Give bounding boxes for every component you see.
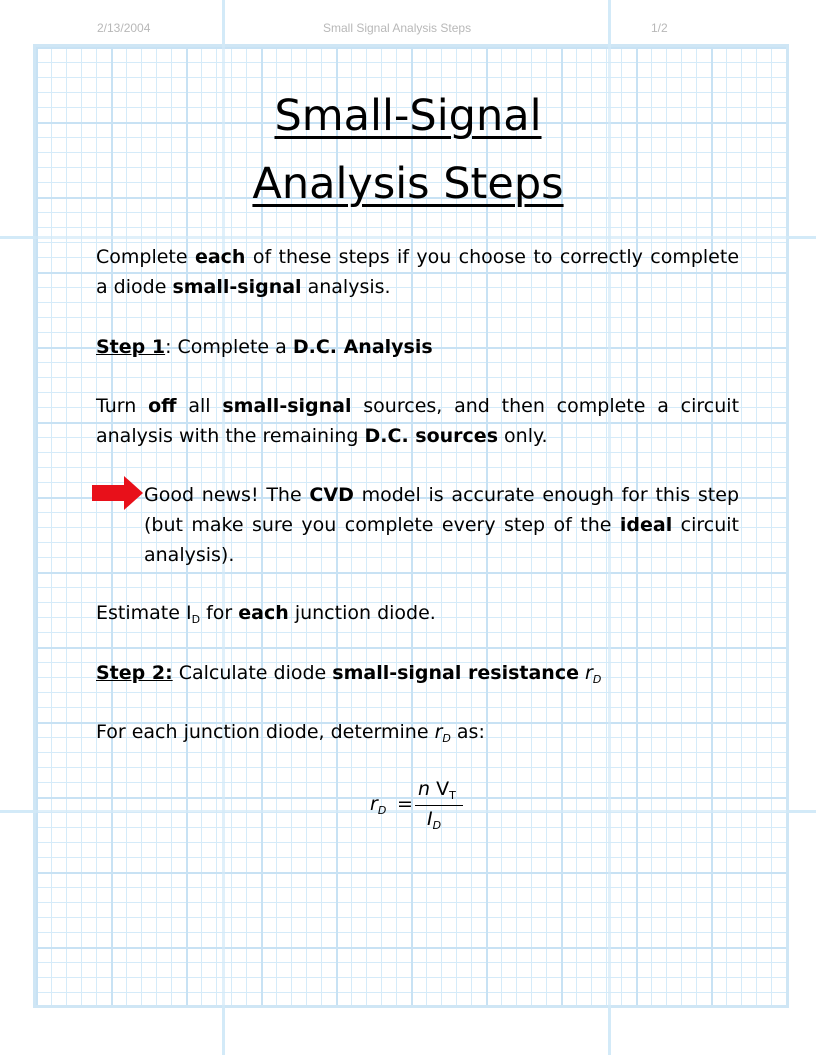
resistance-formula [370,780,490,840]
estimate-paragraph: Estimate $I_D$ for each junction diode. [96,602,436,626]
header-date: 2/13/2004 [97,21,151,35]
page-header [0,0,816,44]
header-doc-title: Small Signal Analysis Steps [323,21,472,35]
page-title [0,82,816,218]
step-2-heading: Step 2: Calculate diode small-signal resistance $r_D$ [96,662,602,686]
red-arrow-icon [92,476,144,510]
guide-line-horizontal-top-overlay [0,236,816,239]
header-page-number: 1/2 [651,21,668,35]
formula-denominator: $I_D$ [427,808,442,832]
determine-paragraph: For each junction diode, determine $r_D$ as: [96,721,485,745]
title-line-1: Small-Signal [274,91,542,141]
title-line-2: Analysis Steps [252,159,564,209]
formula-equals: = [397,793,413,815]
step-1-heading: Step 1: Complete a D.C. Analysis [96,336,433,358]
step-2-label: Step 2: [96,662,173,684]
intro-paragraph: Complete each of these steps if you choose to correctly complete a diode small-signal analysis. [96,246,740,298]
formula-lhs: $r_D$ [370,793,387,817]
good-news-note: Good news! The CVD model is accurate enough for this step (but make sure you complete every step of the ideal circuit analysis). [144,484,740,566]
turn-off-paragraph: Turn off all small-signal sources, and then complete a circuit analysis with the remaining D.C. sources only. [96,395,740,447]
step-1-label: Step 1 [96,336,166,358]
fraction-bar [415,805,463,806]
formula-numerator: n $V_T$ [418,778,456,802]
